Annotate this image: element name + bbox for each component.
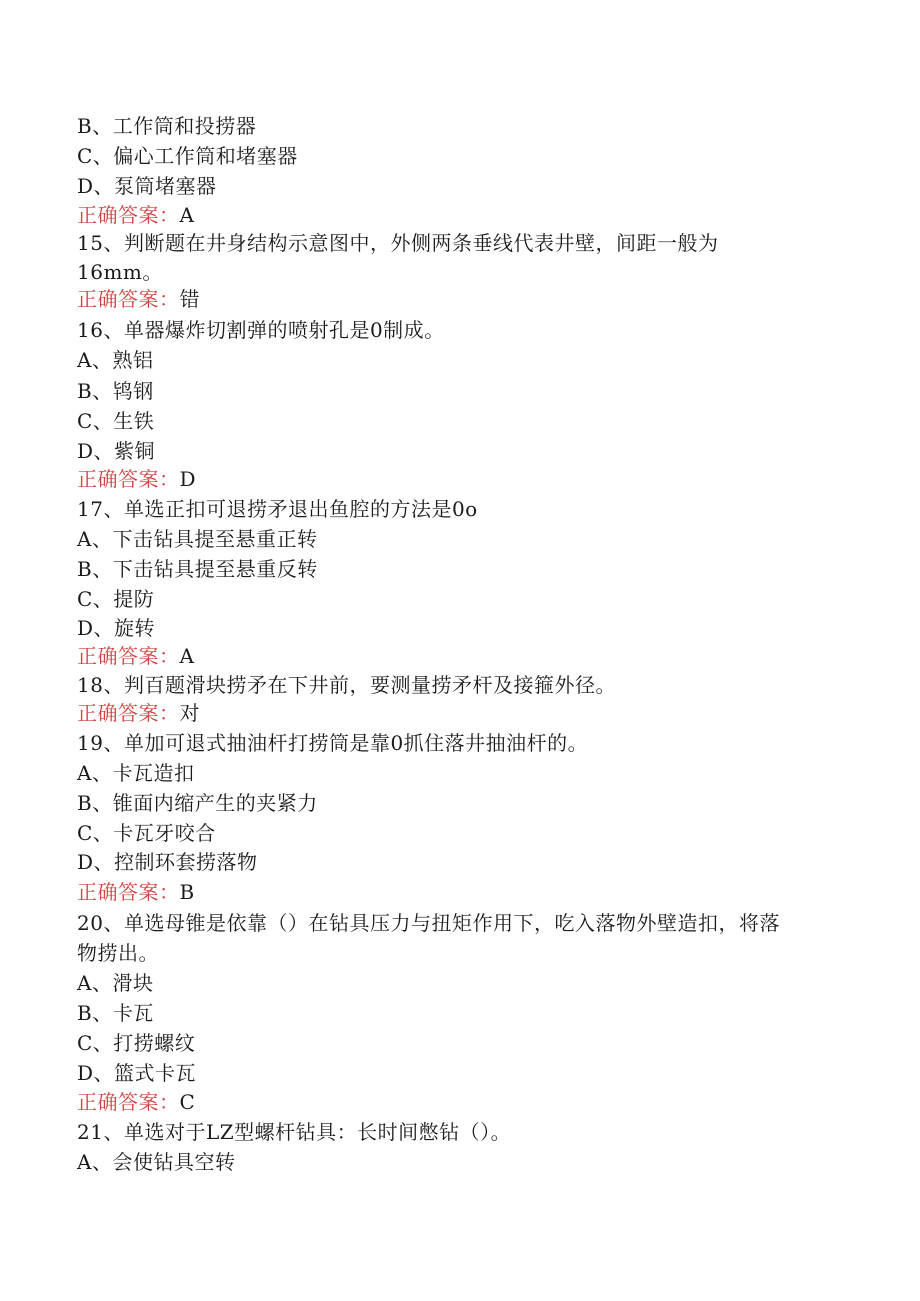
option-a-q21: A、会使钻具空转 (77, 1150, 236, 1174)
answer-label: 正确答案： (77, 644, 180, 668)
answer-label: 正确答案： (77, 467, 180, 491)
option-a-q19: A、卡瓦造扣 (77, 761, 195, 785)
option-a-q16: A、熟铝 (77, 348, 154, 372)
option-a-q20: A、滑块 (77, 971, 154, 995)
option-d-q20: D、篮式卡瓦 (77, 1061, 197, 1085)
answer-value: A (179, 203, 195, 227)
question-15-cont: 16mm。 (77, 260, 163, 284)
question-19: 19、单加可退式抽油杆打捞筒是靠0抓住落井抽油杆的。 (77, 731, 589, 755)
option-c-q17: C、提防 (77, 587, 155, 611)
answer-q20 (77, 1090, 195, 1114)
answer-value: 对 (179, 701, 200, 725)
option-a-q17: A、下击钻具提至悬重正转 (77, 527, 318, 551)
option-c-q20: C、打捞螺纹 (77, 1031, 196, 1055)
answer-q18 (77, 701, 200, 725)
answer-value: C (179, 1090, 196, 1114)
question-20: 20、单选母锥是依靠（）在钻具压力与扭矩作用下，吃入落物外壁造扣，将落 (77, 911, 780, 935)
option-b-q16: B、鸨钢 (77, 379, 154, 403)
answer-label: 正确答案： (77, 880, 180, 904)
question-16: 16、单器爆炸切割弹的喷射孔是0制成。 (77, 318, 445, 342)
answer-value: A (179, 644, 195, 668)
option-b-q17: B、下击钻具提至悬重反转 (77, 557, 318, 581)
answer-label: 正确答案： (77, 701, 180, 725)
answer-q19 (77, 880, 195, 904)
answer-q16 (77, 467, 196, 491)
answer-q17 (77, 644, 194, 668)
question-20-cont: 物捞出。 (77, 941, 159, 965)
option-b-q20: B、卡瓦 (77, 1001, 154, 1025)
option-b-q19: B、锥面内缩产生的夹紧力 (77, 791, 318, 815)
question-17: 17、单选正扣可退捞矛退出鱼腔的方法是0o (77, 497, 478, 521)
answer-label: 正确答案： (77, 203, 180, 227)
answer-value: B (179, 880, 195, 904)
answer-label: 正确答案： (77, 287, 180, 311)
option-d-q19: D、控制环套捞落物 (77, 850, 258, 874)
question-18: 18、判百题滑块捞矛在下井前，要测量捞矛杆及接箍外径。 (77, 673, 616, 697)
option-b-q14: B、工作筒和投捞器 (77, 114, 257, 138)
answer-q14 (77, 203, 194, 227)
answer-value: 错 (179, 287, 200, 311)
option-c-q16: C、生铁 (77, 409, 155, 433)
option-c-q19: C、卡瓦牙咬合 (77, 821, 216, 845)
answer-value: D (179, 467, 197, 491)
answer-label: 正确答案： (77, 1090, 180, 1114)
answer-q15 (77, 287, 200, 311)
option-d-q14: D、泵筒堵塞器 (77, 174, 217, 198)
question-15: 15、判断题在井身结构示意图中，外侧两条垂线代表井壁，间距一般为 (77, 231, 719, 255)
question-21: 21、单选对于LZ型螺杆钻具：长时间憋钻（）。 (77, 1120, 512, 1144)
option-c-q14: C、偏心工作筒和堵塞器 (77, 144, 298, 168)
option-d-q16: D、紫铜 (77, 439, 156, 463)
option-d-q17: D、旋转 (77, 616, 156, 640)
